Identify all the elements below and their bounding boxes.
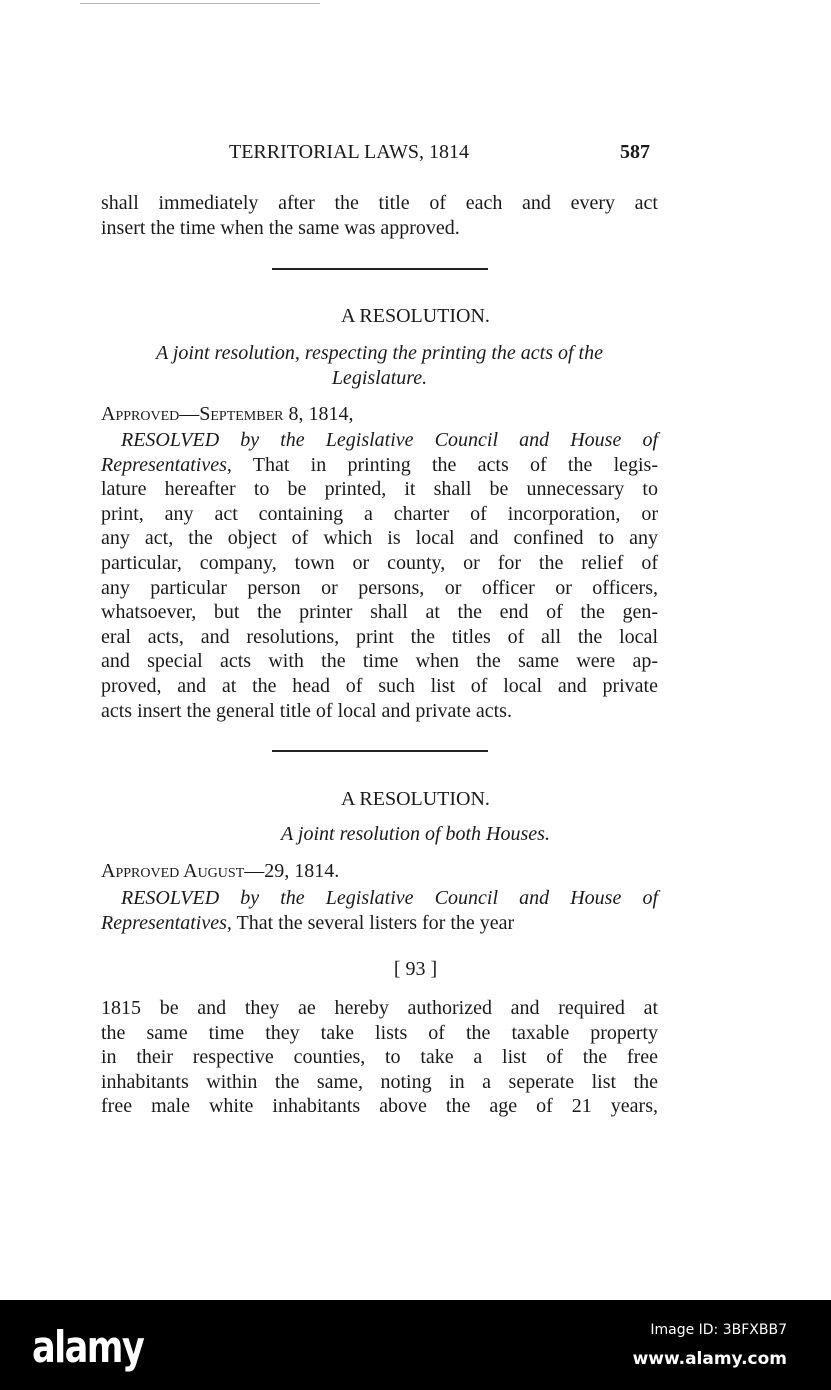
resolution-body: [101, 428, 658, 723]
italic-text: RESOLVED by the Legislative Council and House of: [121, 887, 658, 909]
text-line: [101, 453, 658, 478]
text-line: [101, 576, 658, 601]
line-text: free male white inhabitants above the age of 21 years,: [101, 1095, 658, 1118]
text-line: [101, 699, 658, 724]
page-marker: [ 93 ]: [393, 958, 438, 980]
text-line: [101, 216, 658, 241]
text-line: [101, 551, 658, 576]
text-line: [101, 191, 658, 216]
text-line: [101, 674, 658, 699]
subtitle-line: Legislature.: [331, 366, 428, 389]
image-id: Image ID: 3BFXBB7: [650, 1322, 787, 1338]
text-line: [101, 526, 658, 551]
text-line: [101, 1021, 658, 1046]
resolution-heading: A RESOLUTION.: [341, 788, 490, 810]
text-line: [101, 911, 658, 936]
line-text: insert the time when the same was approved.: [101, 216, 460, 239]
italic-text: Representatives,: [101, 911, 232, 934]
line-text: That in printing the acts of the legis-: [231, 453, 658, 476]
text-line: [101, 996, 658, 1021]
line-text: lature hereafter to be printed, it shall be unnecessary to: [101, 478, 658, 501]
intro-paragraph: [101, 191, 658, 240]
section-divider: [272, 268, 488, 270]
subtitle-line: A joint resolution, respecting the printing the acts of the: [156, 342, 603, 364]
line-text: print, any act containing a charter of incorporation, or: [101, 502, 658, 525]
line-text: whatsoever, but the printer shall at the end of the gen-: [101, 601, 658, 624]
resolution-subtitle: [101, 341, 658, 390]
scan-artifact-line: [80, 3, 320, 4]
line-text: and special acts with the time when the same were ap-: [101, 650, 658, 673]
running-header: TERRITORIAL LAWS, 1814: [229, 141, 470, 163]
text-line: [101, 477, 658, 502]
text-line: [101, 600, 658, 625]
italic-text: RESOLVED by the Legislative Council and House of: [121, 429, 658, 451]
alamy-logo: alamy: [32, 1322, 144, 1373]
text-line: [101, 649, 658, 674]
line-text: proved, and at the head of such list of local and private: [101, 674, 658, 697]
watermark-url: www.alamy.com: [632, 1349, 787, 1369]
line-text: eral acts, and resolutions, print the titles of all the local: [101, 625, 658, 648]
resolution-heading: A RESOLUTION.: [341, 305, 490, 327]
line-text: acts insert the general title of local and private acts.: [101, 699, 512, 722]
resolution-subtitle: A joint resolution of both Houses.: [281, 823, 550, 845]
text-line: [101, 1070, 658, 1095]
line-text: in their respective counties, to take a list of the free: [101, 1046, 658, 1069]
line-text: That the several listers for the year: [231, 911, 515, 934]
line-text: inhabitants within the same, noting in a seperate list the: [101, 1070, 658, 1093]
text-line: [101, 625, 658, 650]
approved-date: Approved August—29, 1814.: [101, 860, 340, 882]
text-line: [101, 1045, 658, 1070]
line-text: particular, company, town or county, or for the relief of: [101, 551, 658, 574]
text-line: [101, 886, 658, 911]
text-line: [101, 1094, 658, 1119]
resolution-body: [101, 886, 658, 935]
continuation-paragraph: [101, 996, 658, 1119]
text-line: [101, 428, 658, 453]
line-text: the same time they take lists of the taxable property: [101, 1021, 658, 1044]
text-line: [101, 502, 658, 527]
line-text: 1815 be and they ae hereby authorized and required at: [101, 997, 658, 1019]
italic-text: Representatives,: [101, 453, 232, 476]
watermark-bar: [0, 1300, 831, 1390]
approved-date: Approved—September 8, 1814,: [101, 403, 354, 425]
page-number: 587: [620, 141, 650, 163]
line-text: any particular person or persons, or officer or officers,: [101, 576, 658, 599]
line-text: shall immediately after the title of each and every act: [101, 192, 658, 214]
line-text: any act, the object of which is local and confined to any: [101, 527, 658, 550]
section-divider: [272, 750, 488, 752]
